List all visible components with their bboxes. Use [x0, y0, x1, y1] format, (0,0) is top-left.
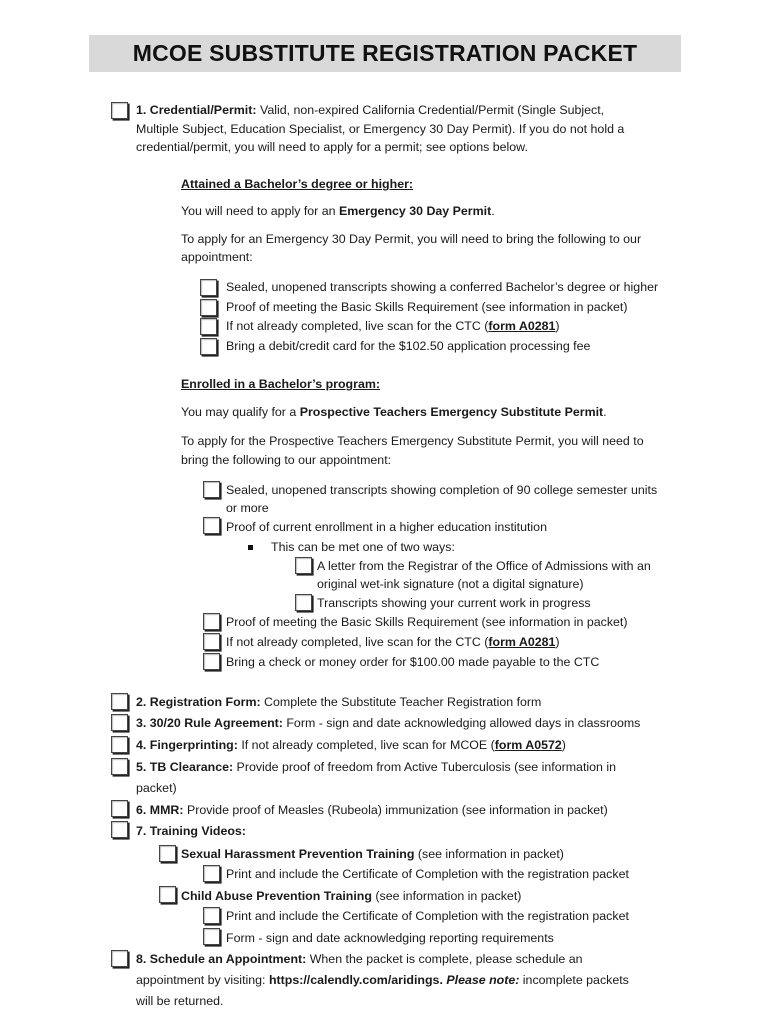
bachelor-check-transcripts-label: Sealed, unopened transcripts showing a conferred Bachelor’s degree or higher: [226, 280, 659, 294]
item1-line2: Multiple Subject, Education Specialist, or Emergency 30 Day Permit). If you do not hold a: [136, 122, 625, 136]
enrolled-intro: You may qualify for a Prospective Teachers Emergency Substitute Permit.: [181, 405, 607, 419]
item1-checkbox[interactable]: [111, 102, 128, 119]
enrolled-transcripts-progress-label: Transcripts showing your current work in progress: [317, 596, 591, 610]
child-abuse-text: Child Abuse Prevention Training (see information in packet): [181, 889, 522, 903]
form-a0572-link[interactable]: form A0572: [494, 738, 562, 752]
sexual-harassment-text: Sexual Harassment Prevention Training (see information in packet): [181, 847, 564, 861]
item8-line3: will be returned.: [136, 994, 224, 1008]
page-title: MCOE SUBSTITUTE REGISTRATION PACKET: [132, 40, 638, 66]
enrolled-check-enrollment[interactable]: [203, 517, 220, 534]
ca-form-label: Form - sign and date acknowledging reporting requirements: [226, 931, 554, 945]
item8-line1: 8. Schedule an Appointment: When the packet is complete, please schedule an: [136, 952, 583, 966]
enrolled-check-money-order-label: Bring a check or money order for $100.00 made payable to the CTC: [226, 655, 600, 669]
ca-form-checkbox[interactable]: [203, 928, 220, 945]
enrolled-check-money-order[interactable]: [203, 653, 220, 670]
item5-text: 5. TB Clearance: Provide proof of freedom from Active Tuberculosis (see information in: [136, 760, 617, 774]
enrolled-check-basic-skills-label: Proof of meeting the Basic Skills Requirement (see information in packet): [226, 615, 628, 629]
enrolled-registrar-line1: A letter from the Registrar of the Office of Admissions with an: [317, 559, 651, 573]
enrolled-check-transcripts-label-2: or more: [226, 501, 269, 515]
enrolled-check-live-scan-label: If not already completed, live scan for the CTC (form A0281): [226, 635, 560, 649]
sexual-harassment-checkbox[interactable]: [159, 845, 176, 862]
item2-text: 2. Registration Form: Complete the Substitute Teacher Registration form: [136, 695, 542, 709]
item6-checkbox[interactable]: [111, 800, 128, 817]
item5-checkbox[interactable]: [111, 758, 128, 775]
ca-certificate-label: Print and include the Certificate of Completion with the registration packet: [226, 909, 629, 923]
bachelor-check-live-scan[interactable]: [200, 318, 217, 335]
item7-checkbox[interactable]: [111, 821, 128, 838]
item8-checkbox[interactable]: [111, 950, 128, 967]
enrolled-bullet-text: This can be met one of two ways:: [271, 540, 455, 554]
bachelor-check-basic-skills-label: Proof of meeting the Basic Skills Requirement (see information in packet): [226, 300, 628, 314]
item2-checkbox[interactable]: [111, 693, 128, 710]
form-a0281-link[interactable]: form A0281: [488, 635, 556, 649]
bachelor-check-fee-label: Bring a debit/credit card for the $102.50 application processing fee: [226, 339, 591, 353]
item6-text: 6. MMR: Provide proof of Measles (Rubeola) immunization (see information in packet): [136, 803, 608, 817]
enrolled-apply-line2: bring the following to our appointment:: [181, 453, 392, 467]
item1-line3: credential/permit, you will need to apply for a permit; see options below.: [136, 140, 528, 154]
item3-checkbox[interactable]: [111, 714, 128, 731]
enrolled-check-enrollment-label: Proof of current enrollment in a higher education institution: [226, 520, 547, 534]
item3-text: 3. 30/20 Rule Agreement: Form - sign and date acknowledging allowed days in classrooms: [136, 716, 641, 730]
enrolled-check-transcripts-label: Sealed, unopened transcripts showing completion of 90 college semester units: [226, 483, 658, 497]
bachelor-check-transcripts[interactable]: [200, 279, 217, 296]
sh-certificate-checkbox[interactable]: [203, 865, 220, 882]
ca-certificate-checkbox[interactable]: [203, 907, 220, 924]
title-banner: [89, 35, 681, 72]
enrolled-check-transcripts-progress[interactable]: [295, 594, 312, 611]
bachelor-heading: Attained a Bachelor’s degree or higher:: [181, 177, 414, 191]
enrolled-registrar-line2: original wet-ink signature (not a digital signature): [317, 577, 584, 591]
form-a0281-link[interactable]: form A0281: [488, 319, 556, 333]
enrolled-heading: Enrolled in a Bachelor’s program:: [181, 377, 380, 391]
item4-text: 4. Fingerprinting: If not already completed, live scan for MCOE (form A0572): [136, 738, 566, 752]
child-abuse-checkbox[interactable]: [159, 886, 176, 903]
enrolled-check-registrar-letter[interactable]: [295, 557, 312, 574]
enrolled-check-transcripts[interactable]: [203, 481, 220, 498]
enrolled-check-live-scan[interactable]: [203, 633, 220, 650]
bachelor-check-live-scan-label: If not already completed, live scan for the CTC (form A0281): [226, 319, 560, 333]
item1-line1: 1. Credential/Permit: Valid, non-expired California Credential/Permit (Single Subject,: [136, 103, 605, 117]
bullet-icon: [248, 545, 253, 550]
item4-checkbox[interactable]: [111, 736, 128, 753]
item5-text-line2: packet): [136, 781, 177, 795]
bachelor-apply-line1: To apply for an Emergency 30 Day Permit, you will need to bring the following to our: [181, 232, 642, 246]
item7-label: 7. Training Videos:: [136, 824, 246, 838]
sh-certificate-label: Print and include the Certificate of Completion with the registration packet: [226, 867, 629, 881]
bachelor-check-fee[interactable]: [200, 338, 217, 355]
enrolled-apply-line1: To apply for the Prospective Teachers Emergency Substitute Permit, you will need to: [181, 434, 644, 448]
enrolled-check-basic-skills[interactable]: [203, 613, 220, 630]
bachelor-apply-line2: appointment:: [181, 250, 253, 264]
calendly-link[interactable]: https://calendly.com/aridings: [268, 973, 440, 987]
bachelor-intro: You will need to apply for an Emergency 30 Day Permit.: [181, 204, 495, 218]
bachelor-check-basic-skills[interactable]: [200, 299, 217, 316]
item8-line2: appointment by visiting: https://calendly.com/aridings. Please note: incomplete packets: [136, 973, 629, 987]
